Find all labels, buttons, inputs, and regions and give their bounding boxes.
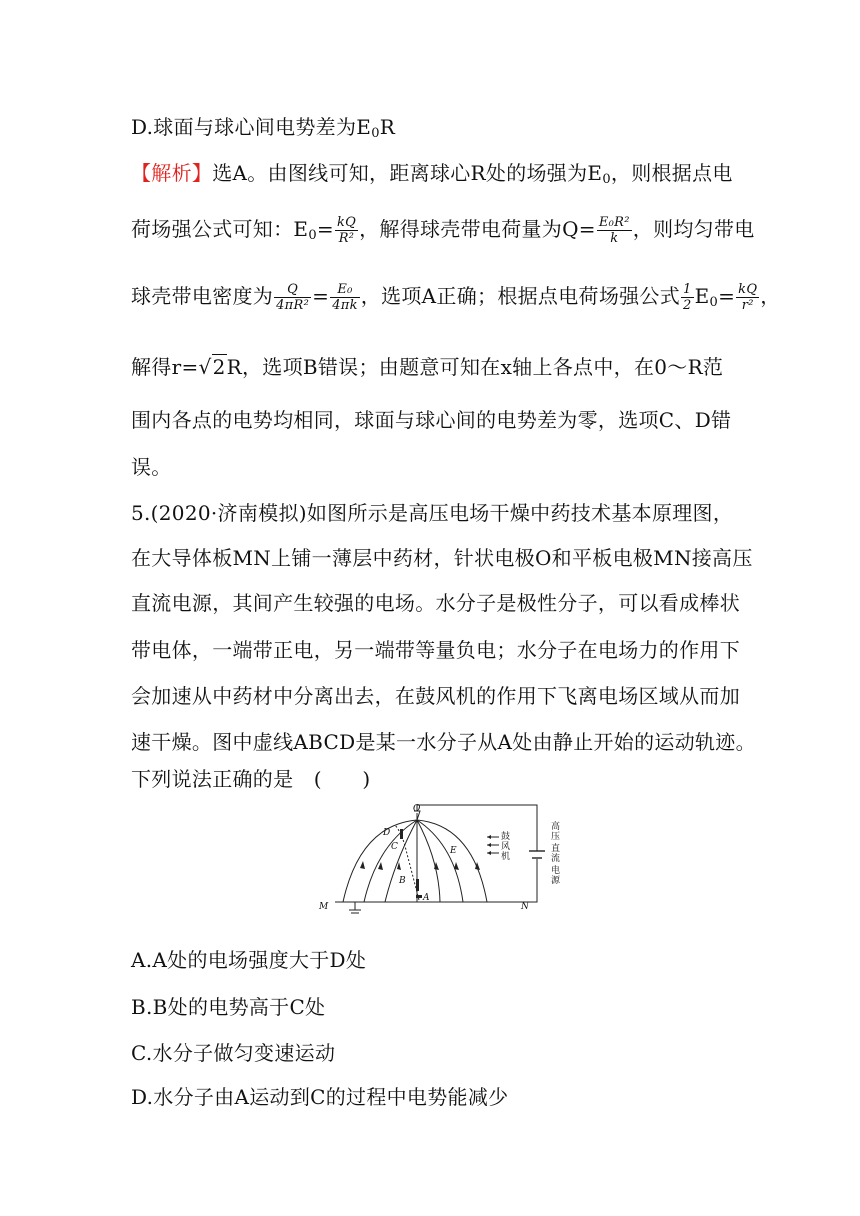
analysis-line-5: 围内各点的电势均相同，球面与球心间的电势差为零，选项C、D错: [131, 408, 732, 432]
trajectory-abcd: [395, 825, 419, 900]
denominator: 4πR²: [276, 298, 310, 313]
label-e: E: [450, 846, 457, 856]
analysis-line-2: [131, 215, 755, 250]
question-5-line-3: 直流电源，其间产生较强的电场。水分子是极性分子，可以看成棒状: [131, 591, 740, 615]
text: D.球面与球心间电势差为E: [131, 115, 372, 139]
fraction-q-over-4pir2: [274, 282, 311, 313]
water-molecule-a: [416, 895, 422, 898]
option-d: D.水分子由A运动到C的过程中电势能减少: [131, 1085, 509, 1109]
fraction-e0r2-over-k: [597, 215, 632, 246]
question-5-line-2: 在大导体板MN上铺一薄层中药材，针状电极O和平板电极MN接高压: [131, 546, 753, 570]
wire-top: [417, 805, 537, 851]
fraction-e0-over-4pik: [330, 282, 360, 313]
denominator: R²: [338, 231, 355, 246]
option-b: B.B处的电势高于C处: [131, 995, 326, 1019]
text: =: [718, 284, 736, 308]
fraction-one-half: [681, 282, 694, 313]
denominator: k: [610, 231, 619, 246]
text: =: [312, 284, 330, 308]
analysis-line-6: 误。: [131, 455, 172, 479]
blower-char-3: 机: [501, 852, 511, 862]
text: ，则均匀带电: [632, 217, 755, 241]
radicand: 2: [212, 355, 226, 379]
label-d: D: [383, 828, 391, 838]
water-molecule-b: [416, 879, 419, 891]
field-arrow: [454, 862, 459, 870]
arrowhead: [487, 851, 491, 855]
analysis-line-4: [131, 353, 723, 381]
text: 荷场强公式可知：E: [131, 217, 309, 241]
numerator: kQ: [738, 282, 758, 297]
numerator: E₀: [330, 282, 360, 298]
denominator: 4πk: [332, 298, 358, 313]
label-a: A: [423, 893, 430, 903]
source-char-3: 直: [551, 844, 561, 854]
question-5-line-6: 速干燥。图中虚线ABCD是某一水分子从A处由静止开始的运动轨迹。: [131, 730, 756, 754]
option-a: A.A处的电场强度大于D处: [131, 948, 367, 972]
text: ，选项A正确；根据点电荷场强公式: [360, 284, 681, 308]
label-b: B: [399, 876, 406, 886]
subscript: 0: [709, 295, 719, 310]
analysis-line-3: [131, 282, 781, 317]
water-molecule-c: [400, 829, 403, 839]
arrowhead: [487, 843, 491, 847]
text: 球壳带电密度为: [131, 284, 274, 308]
field-arrow: [378, 862, 383, 870]
subscript: 0: [371, 126, 380, 141]
sqrt-expression: √2: [198, 355, 226, 379]
source-char-5: 电: [551, 866, 561, 876]
numerator: Q: [274, 282, 311, 298]
question-5-line-1: 5.(2020·济南模拟)如图所示是高压电场干燥中药技术基本原理图，: [131, 501, 734, 525]
wire-bottom: [511, 859, 537, 902]
label-m: M: [319, 902, 329, 912]
field-line-5: [417, 820, 463, 902]
text: 选A。由图线可知，距离球心R处的场强为E: [212, 161, 603, 185]
label-n: N: [521, 902, 529, 912]
text: ，: [760, 284, 781, 308]
analysis-line-1: [131, 159, 733, 194]
fraction-kq-over-r2: [335, 215, 358, 246]
question-5-line-5: 会加速从中药材中分离出去，在鼓风机的作用下飞离电场区域从而加: [131, 684, 740, 708]
text: ，解得球壳带电荷量为Q=: [359, 217, 596, 241]
subscript: 0: [308, 228, 317, 243]
electric-field-diagram: [315, 803, 571, 915]
source-char-1: 高: [551, 822, 561, 832]
blower-char-2: 风: [501, 842, 511, 852]
arrowhead: [487, 835, 491, 839]
subscript: 0: [602, 172, 611, 187]
text: =: [316, 217, 334, 241]
label-o: O: [413, 804, 421, 814]
field-line-4: [417, 820, 440, 902]
previous-option-d: [131, 113, 395, 148]
numerator: kQ: [336, 215, 357, 230]
numerator: E₀R²: [598, 215, 630, 230]
source-char-6: 源: [551, 876, 561, 886]
question-5-line-4: 带电体，一端带正电，另一端带等量负电；水分子在电场力的作用下: [131, 638, 740, 662]
field-line-2: [364, 820, 417, 902]
source-char-4: 流: [551, 854, 561, 864]
label-c: C: [391, 842, 398, 852]
text: ，则根据点电: [610, 161, 733, 185]
text: R，选项B错误；由题意可知在x轴上各点中，在0～R范: [226, 355, 724, 379]
source-char-2: 压: [551, 832, 561, 842]
field-line-1: [343, 820, 417, 902]
text: 解得r=: [131, 355, 199, 379]
question-5-line-7: 下列说法正确的是 ( ): [131, 767, 371, 791]
option-c: C.水分子做匀变速运动: [131, 1041, 336, 1065]
analysis-tag: 【解析】: [131, 161, 213, 185]
numerator: 1: [683, 282, 692, 297]
field-arrow: [360, 861, 365, 869]
denominator: 2: [683, 298, 692, 313]
blower-char-1: 鼓: [501, 832, 511, 842]
denominator: r²: [741, 298, 754, 313]
fraction-kq-over-r-squared: [736, 282, 759, 313]
text: E: [694, 284, 710, 308]
text: R: [379, 115, 396, 139]
